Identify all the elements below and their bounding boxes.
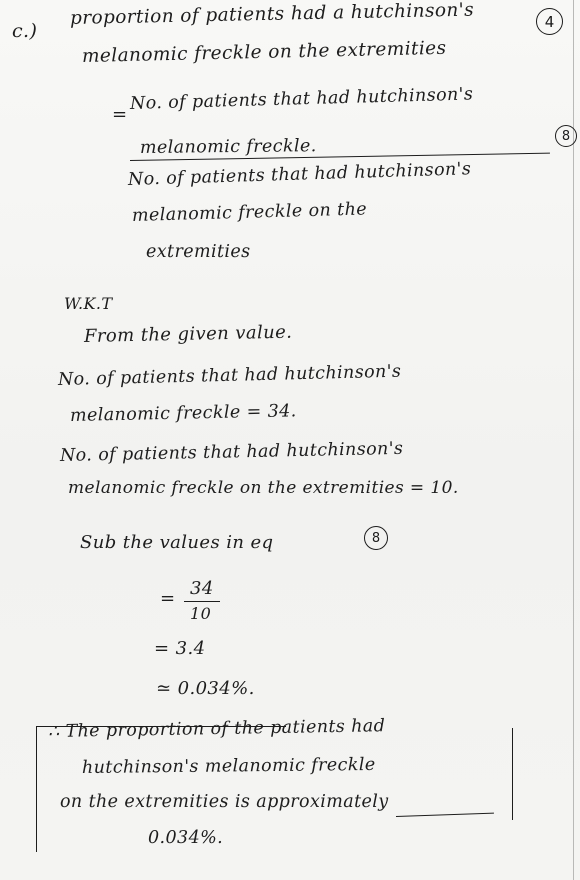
approximately-underline (396, 813, 494, 817)
given-2-line-1: No. of patients that had hutchinson's (59, 438, 404, 466)
given-intro: From the given value. (83, 321, 293, 347)
given-1-line-1: No. of patients that had hutchinson's (57, 361, 402, 390)
fraction-numerator: 34 (190, 578, 214, 599)
given-1-line-2: melanomic freckle = 34. (69, 401, 297, 426)
conclusion-line-1: ∴ The proportion of the patients had (47, 716, 386, 742)
question-line-2: melanomic freckle on the extremities (81, 37, 447, 67)
conclusion-line-3: on the extremities is approximately (60, 792, 389, 812)
part-label: c.) (12, 20, 38, 42)
conclusion-line-4: 0.034%. (148, 828, 224, 848)
formula-equals: = (112, 104, 128, 125)
formula-numerator-line-1: No. of patients that had hutchinson's (129, 84, 474, 114)
given-2-line-2: melanomic freckle on the extremities = 10. (68, 478, 459, 498)
formula-denominator-line-3: extremities (146, 242, 251, 262)
conclusion-box-left (36, 726, 37, 852)
question-line-1: proportion of patients had a hutchinson's (69, 0, 475, 29)
conclusion-box-right (512, 728, 513, 820)
wkt-label: W.K.T (64, 294, 113, 313)
step3: ≃ 0.034%. (156, 678, 255, 699)
formula-numerator-line-2: melanomic freckle. (139, 136, 317, 158)
step1-equals: = (160, 588, 176, 609)
conclusion-line-2: hutchinson's melanomic freckle (81, 754, 376, 778)
question-marker: 4 (536, 8, 563, 35)
equation-marker: 8 (555, 125, 577, 147)
step-fraction-bar (184, 601, 220, 602)
substitution-marker: 8 (364, 526, 388, 550)
step2: = 3.4 (154, 638, 206, 659)
formula-denominator-line-2: melanomic freckle on the (131, 199, 368, 226)
fraction-denominator: 10 (190, 604, 212, 623)
substitution-text: Sub the values in eq (80, 532, 274, 553)
formula-denominator-line-1: No. of patients that had hutchinson's (127, 159, 472, 190)
